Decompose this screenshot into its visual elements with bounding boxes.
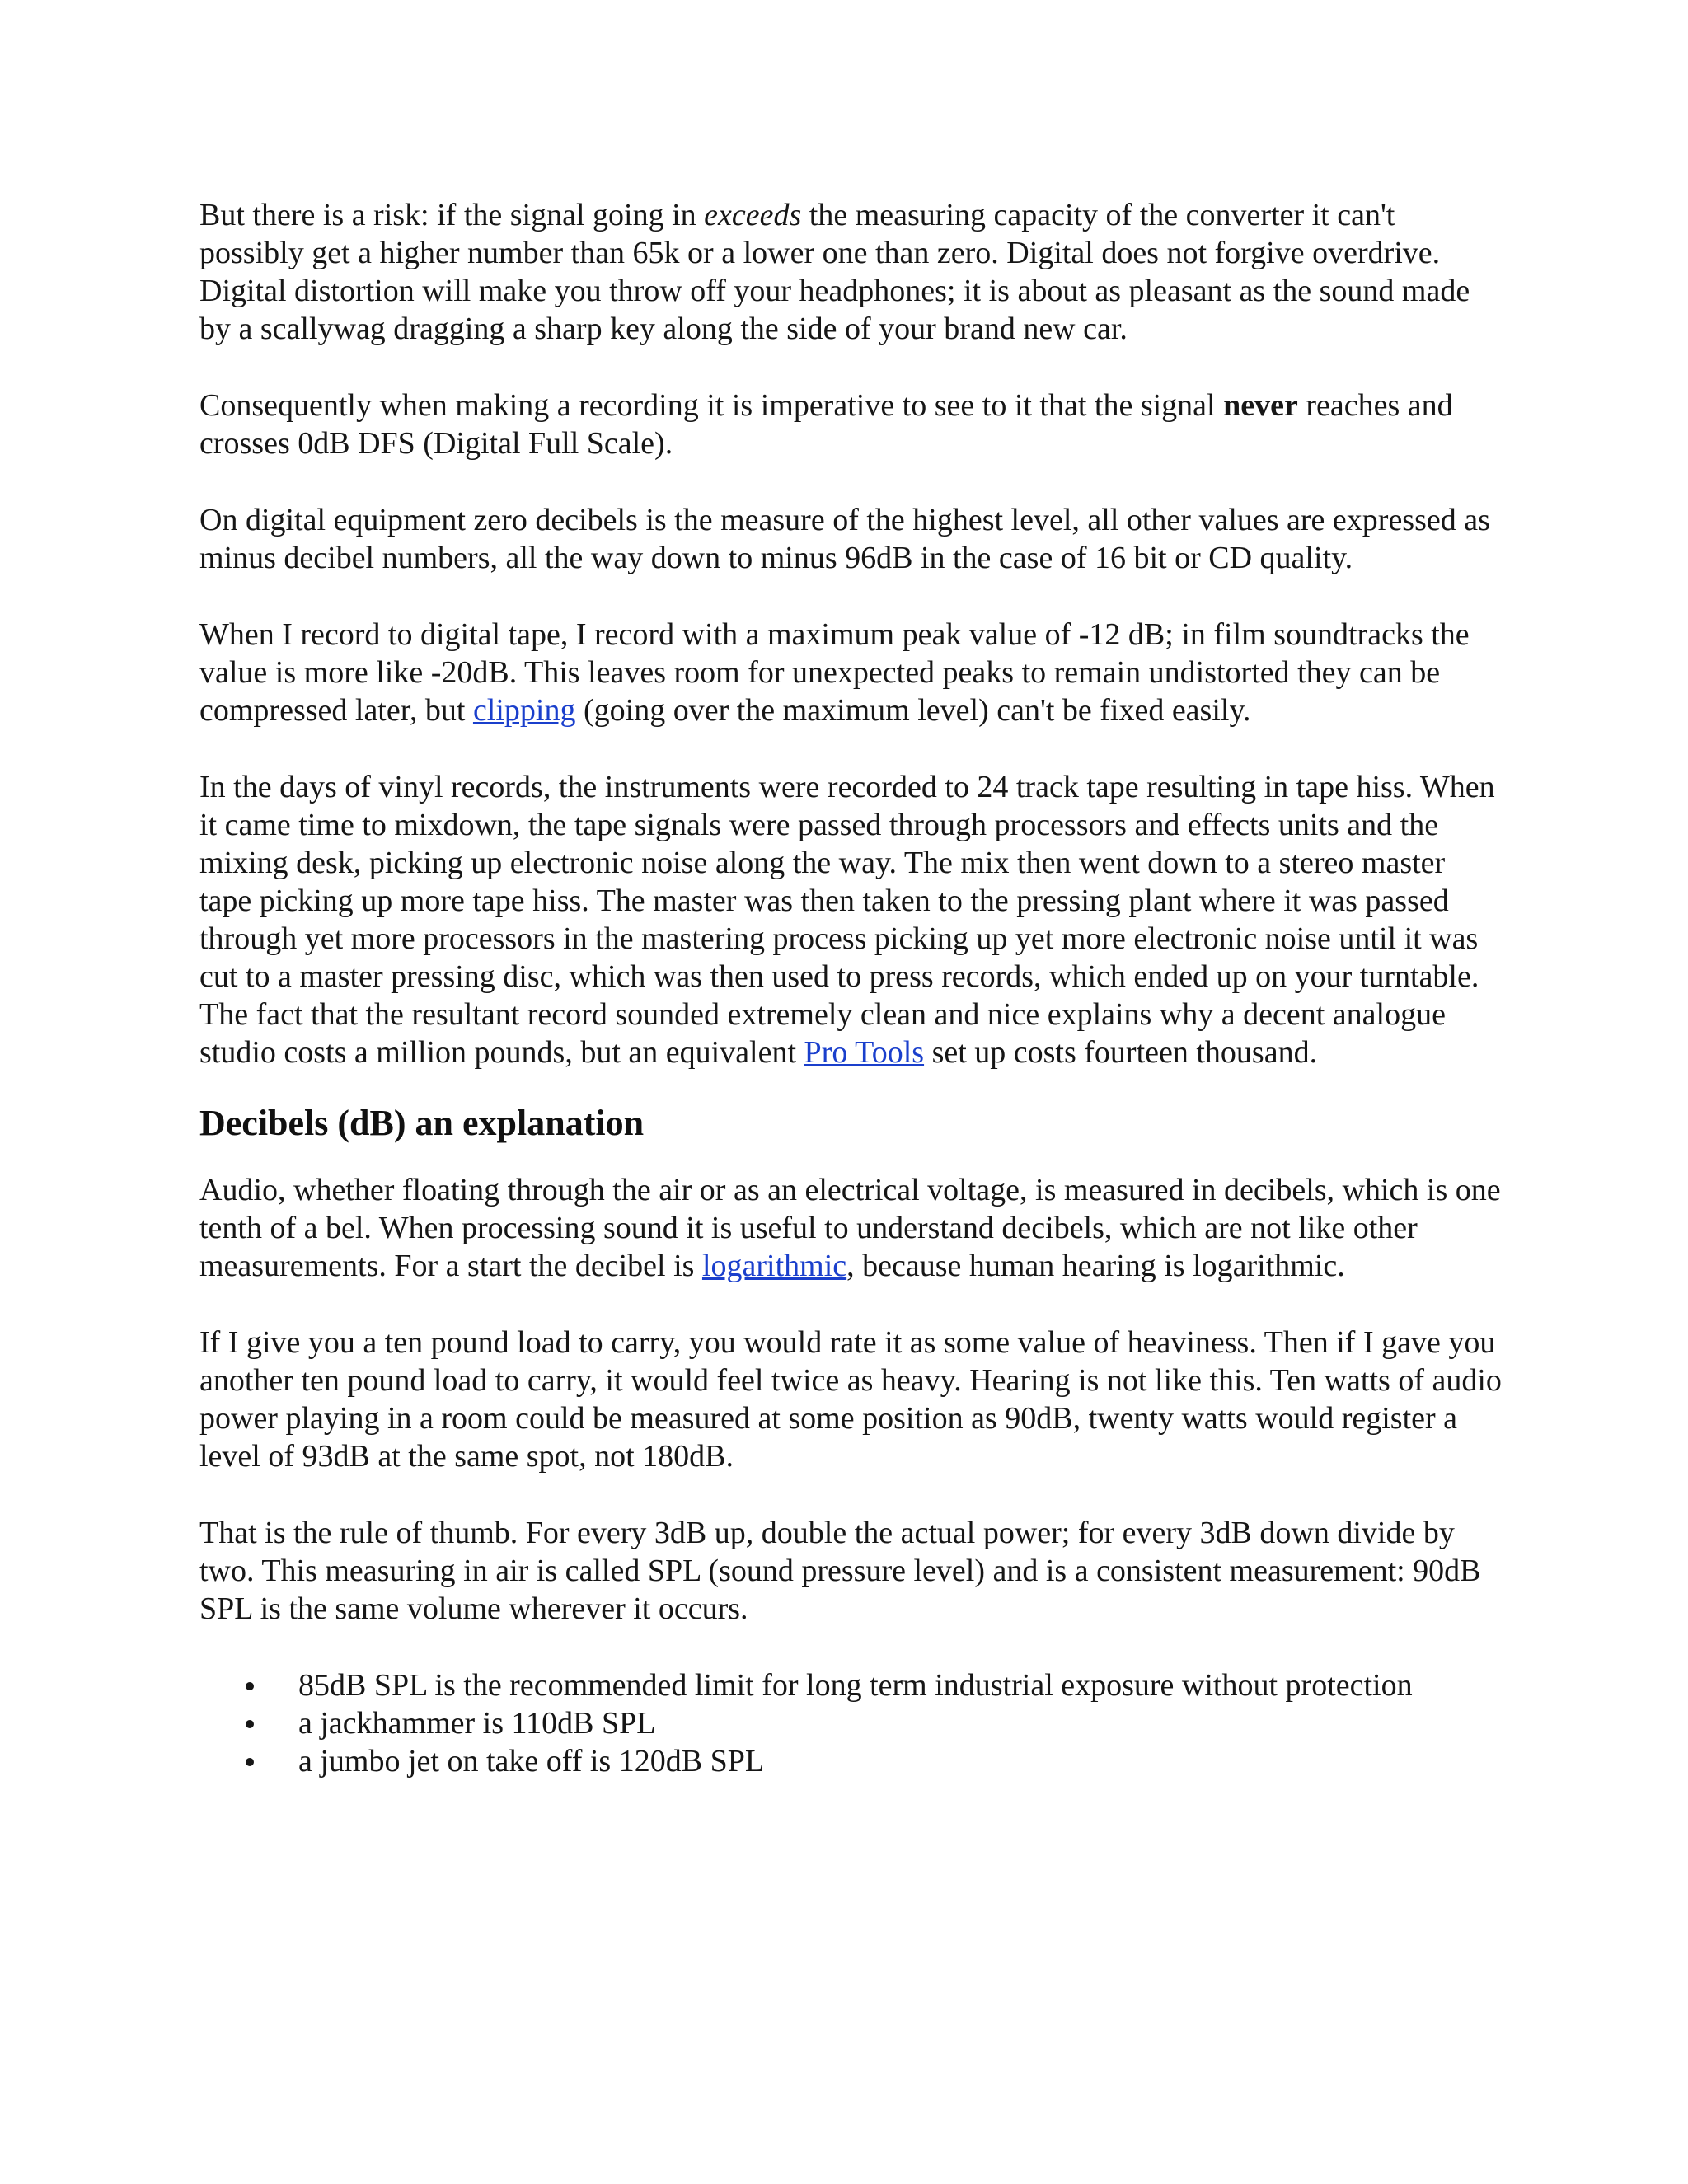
logarithmic-link[interactable]: logarithmic <box>701 1249 847 1283</box>
section-heading: Decibels (dB) an explanation <box>199 1103 645 1143</box>
paragraph-audio-decibels: Audio, whether floating through the air or as an electrical voltage, is measured in decibels, which is one tenth of a bel. When processing sound it is useful to understand decibels, which are not like other measurements. For a start the decibel is logarithmic, because human hearing is logarithmic. <box>199 1173 1501 1283</box>
list-item: a jackhammer is 110dB SPL <box>199 1704 1502 1742</box>
paragraph-ten-pound-load: If I give you a ten pound load to carry, you would rate it as some value of heaviness. Then if I gave you another ten pound load to carry, it would feel twice as heavy. Hearing is not like this. Ten watts of audio power playing in a room could be measured at some position as 90dB, twenty watts would register a level of 93dB at the same spot, not 180dB. <box>199 1325 1502 1474</box>
paragraph-digital-risk: But there is a risk: if the signal going in exceeds the measuring capacity of the converter it can't possibly get a higher number than 65k or a lower one than zero. Digital does not forgive overdrive. Digital distortion will make you throw off your headphones; it is about as pleasant as the sound made by a scallywag dragging a sharp key along the side of your brand new car. <box>199 198 1470 346</box>
paragraph-vinyl-records: In the days of vinyl records, the instruments were recorded to 24 track tape resulting in tape hiss. When it came time to mixdown, the tape signals were passed through processors and effects units and the mixing desk, picking up electronic noise along the way. The mix then went down to a stereo master tape picking up more tape hiss. The master was then taken to the pressing plant where it was passed through yet more processors in the mastering process picking up yet more electronic noise until it was cut to a master pressing disc, which was then used to press records, which ended up on your turntable. The fact that the resultant record sounded extremely clean and nice explains why a decent analogue studio costs a million pounds, but an equivalent Pro Tools set up costs fourteen thousand. <box>199 770 1495 1070</box>
paragraph-zero-decibels: On digital equipment zero decibels is the measure of the highest level, all other values are expressed as minus decibel numbers, all the way down to minus 96dB in the case of 16 bit or CD quality. <box>199 503 1490 575</box>
clipping-link[interactable]: clipping <box>472 693 576 728</box>
bold-never: never <box>1223 388 1298 423</box>
list-item: a jumbo jet on take off is 120dB SPL <box>199 1742 1502 1780</box>
list-item: 85dB SPL is the recommended limit for long term industrial exposure without protection <box>199 1666 1502 1704</box>
spl-examples-list <box>199 1666 1502 1780</box>
paragraph-digital-tape: When I record to digital tape, I record with a maximum peak value of -12 dB; in film soundtracks the value is more like -20dB. This leaves room for unexpected peaks to remain undistorted they can be compressed later, but clipping (going over the maximum level) can't be fixed easily. <box>199 617 1470 728</box>
paragraph-rule-of-thumb: That is the rule of thumb. For every 3dB up, double the actual power; for every 3dB down divide by two. This measuring in air is called SPL (sound pressure level) and is a consistent measurement: 90dB SPL is the same volume wherever it occurs. <box>199 1516 1481 1626</box>
paragraph-never-reaches: Consequently when making a recording it is imperative to see to it that the signal never reaches and crosses 0dB DFS (Digital Full Scale). <box>199 388 1453 461</box>
emphasis-exceeds: exceeds <box>704 198 802 232</box>
pro-tools-link[interactable]: Pro Tools <box>804 1035 925 1070</box>
bullet-icon <box>246 1758 254 1766</box>
bullet-icon <box>246 1720 254 1728</box>
bullet-icon <box>246 1682 254 1690</box>
document-page <box>199 196 1502 1780</box>
